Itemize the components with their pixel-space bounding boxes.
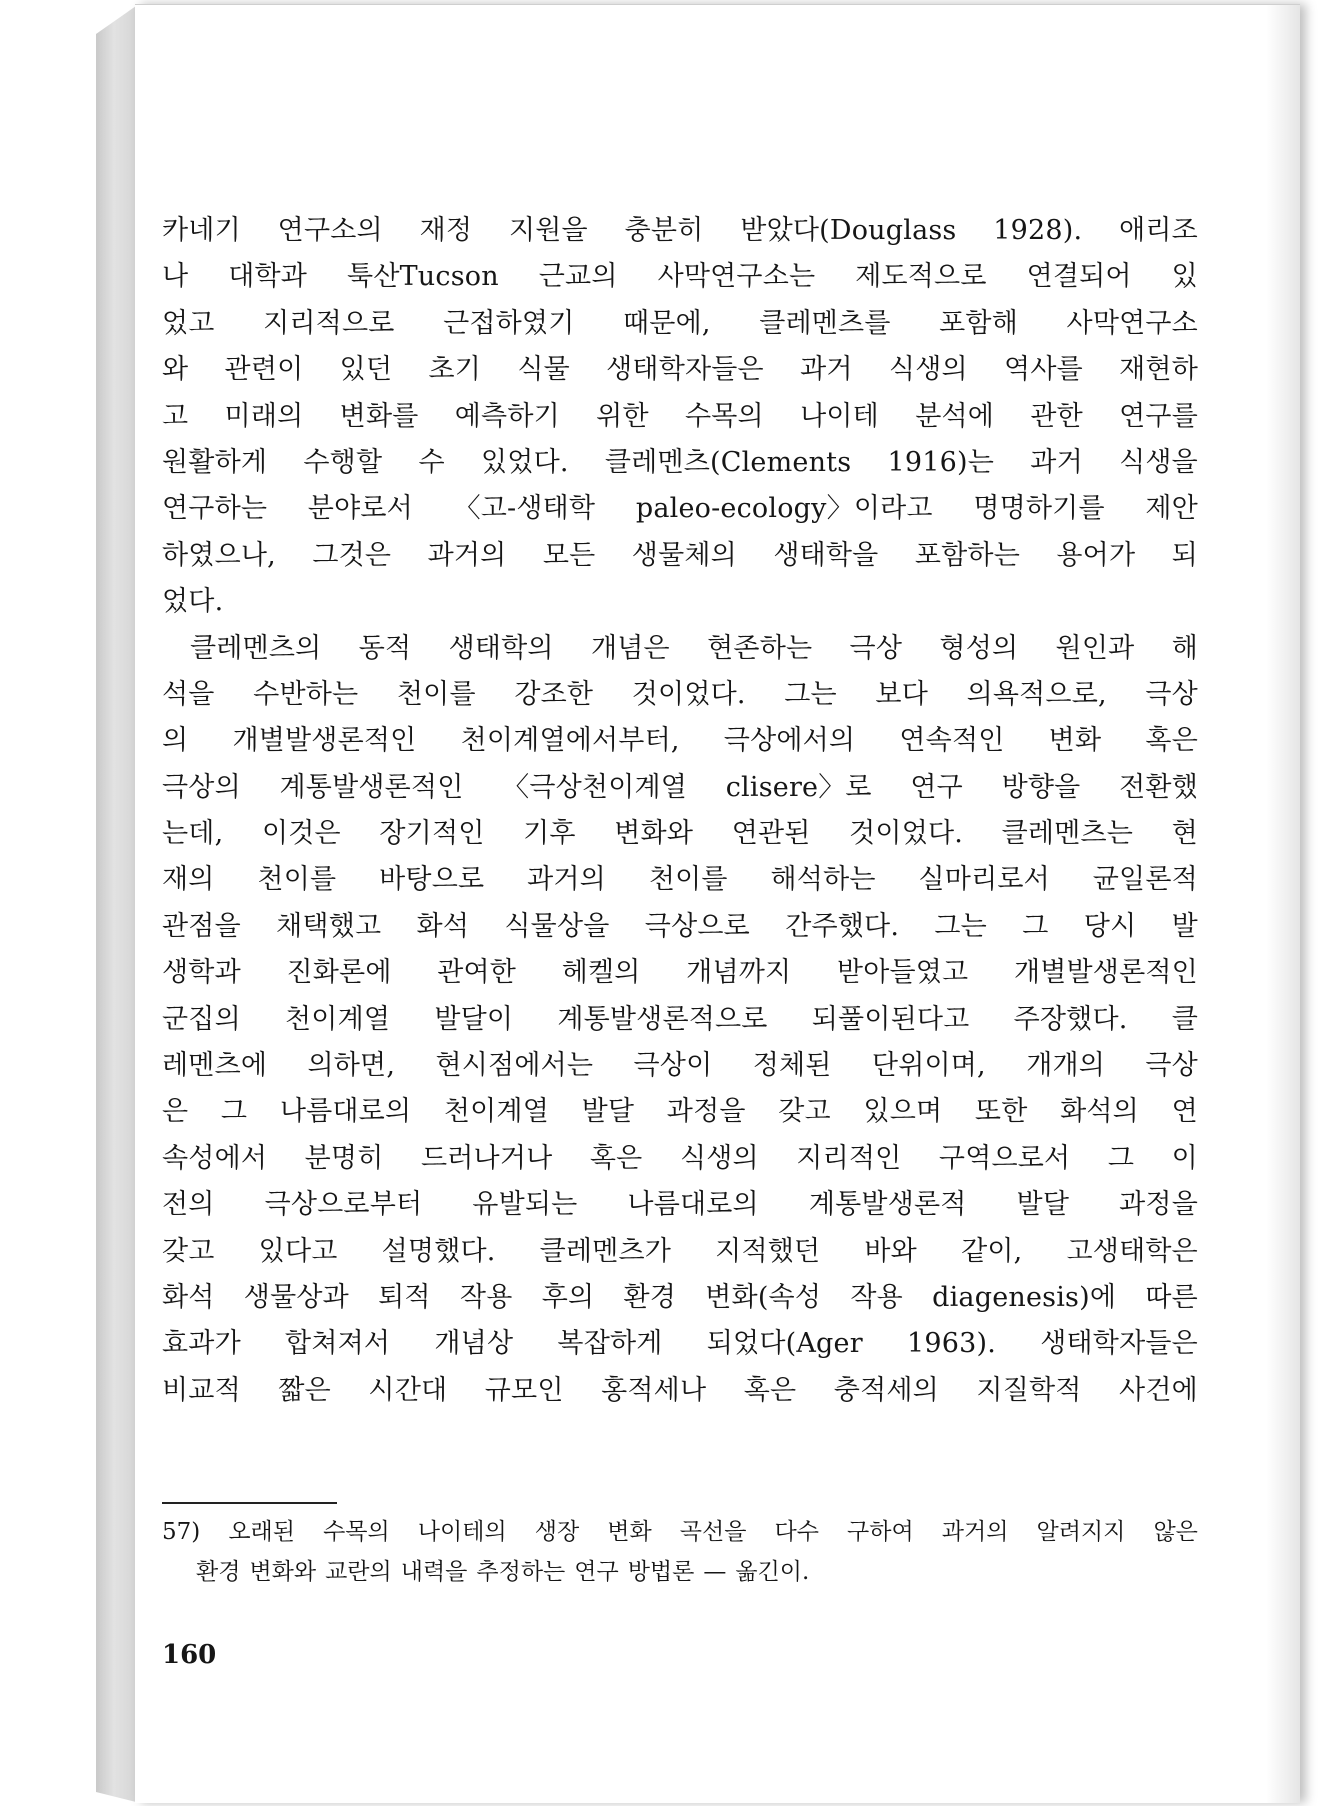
- text-line: 관점을 채택했고 화석 식물상을 극상으로 간주했다. 그는 그 당시 발: [162, 910, 1198, 942]
- text-line: 나 대학과 툭산Tucson 근교의 사막연구소는 제도적으로 연결되어 있: [162, 261, 1198, 293]
- text-line: 연구하는 분야로서 〈고-생태학 paleo-ecology〉이라고 명명하기를 제안: [162, 493, 1198, 525]
- text-line: 재의 천이를 바탕으로 과거의 천이를 해석하는 실마리로서 균일론적: [162, 864, 1198, 896]
- text-line: 은 그 나름대로의 천이계열 발달 과정을 갖고 있으며 또한 화석의 연: [162, 1096, 1198, 1128]
- text-line: 클레멘츠의 동적 생태학의 개념은 현존하는 극상 형성의 원인과 해: [190, 632, 1198, 664]
- footnote-separator: [162, 1502, 337, 1504]
- text-line: 카네기 연구소의 재정 지원을 충분히 받았다(Douglass 1928). 애리조: [162, 215, 1198, 246]
- text-line: 전의 극상으로부터 유발되는 나름대로의 계통발생론적 발달 과정을: [162, 1189, 1198, 1221]
- text-line: 화석 생물상과 퇴적 작용 후의 환경 변화(속성 작용 diagenesis)에 따른: [162, 1281, 1198, 1313]
- text-line: 군집의 천이계열 발달이 계통발생론적으로 되풀이된다고 주장했다. 클: [162, 1003, 1198, 1035]
- text-line: 하였으나, 그것은 과거의 모든 생물체의 생태학을 포함하는 용어가 되: [162, 539, 1198, 571]
- text-line: 효과가 합쳐져서 개념상 복잡하게 되었다(Ager 1963). 생태학자들은: [162, 1328, 1198, 1360]
- text-line: 레멘츠에 의하면, 현시점에서는 극상이 정체된 단위이며, 개개의 극상: [162, 1050, 1198, 1082]
- text-line: 었다.: [162, 586, 224, 618]
- text-line: 속성에서 분명히 드러나거나 혹은 식생의 지리적인 구역으로서 그 이: [162, 1142, 1198, 1174]
- body-text: [162, 208, 1198, 1414]
- footnote-line: 환경 변화와 교란의 내력을 추정하는 연구 방법론 — 옮긴이.: [196, 1559, 810, 1585]
- text-line: 는데, 이것은 장기적인 기후 변화와 연관된 것이었다. 클레멘츠는 현: [162, 818, 1198, 850]
- text-line: 와 관련이 있던 초기 식물 생태학자들은 과거 식생의 역사를 재현하: [162, 354, 1198, 386]
- footnote-line: 57) 오래된 수목의 나이테의 생장 변화 곡선을 다수 구하여 과거의 알려지지 않은: [162, 1519, 1198, 1545]
- text-line: 갖고 있다고 설명했다. 클레멘츠가 지적했던 바와 같이, 고생태학은: [162, 1235, 1198, 1267]
- text-line: 석을 수반하는 천이를 강조한 것이었다. 그는 보다 의욕적으로, 극상: [162, 678, 1198, 710]
- book-spine: [96, 6, 136, 1802]
- text-line: 원활하게 수행할 수 있었다. 클레멘츠(Clements 1916)는 과거 식생을: [162, 446, 1198, 478]
- page-edge-shadow: [1266, 5, 1300, 1803]
- text-line: 었고 지리적으로 근접하였기 때문에, 클레멘츠를 포함해 사막연구소: [162, 307, 1198, 339]
- footnote: [162, 1512, 1198, 1592]
- text-line: 비교적 짧은 시간대 규모인 홍적세나 혹은 충적세의 지질학적 사건에: [162, 1374, 1198, 1406]
- page-number: 160: [162, 1640, 217, 1670]
- text-line: 생학과 진화론에 관여한 헤켈의 개념까지 받아들였고 개별발생론적인: [162, 957, 1198, 989]
- text-line: 극상의 계통발생론적인 〈극상천이계열 clisere〉로 연구 방향을 전환했: [162, 771, 1198, 803]
- text-line: 고 미래의 변화를 예측하기 위한 수목의 나이테 분석에 관한 연구를: [162, 400, 1198, 432]
- text-line: 의 개별발생론적인 천이계열에서부터, 극상에서의 연속적인 변화 혹은: [162, 725, 1198, 757]
